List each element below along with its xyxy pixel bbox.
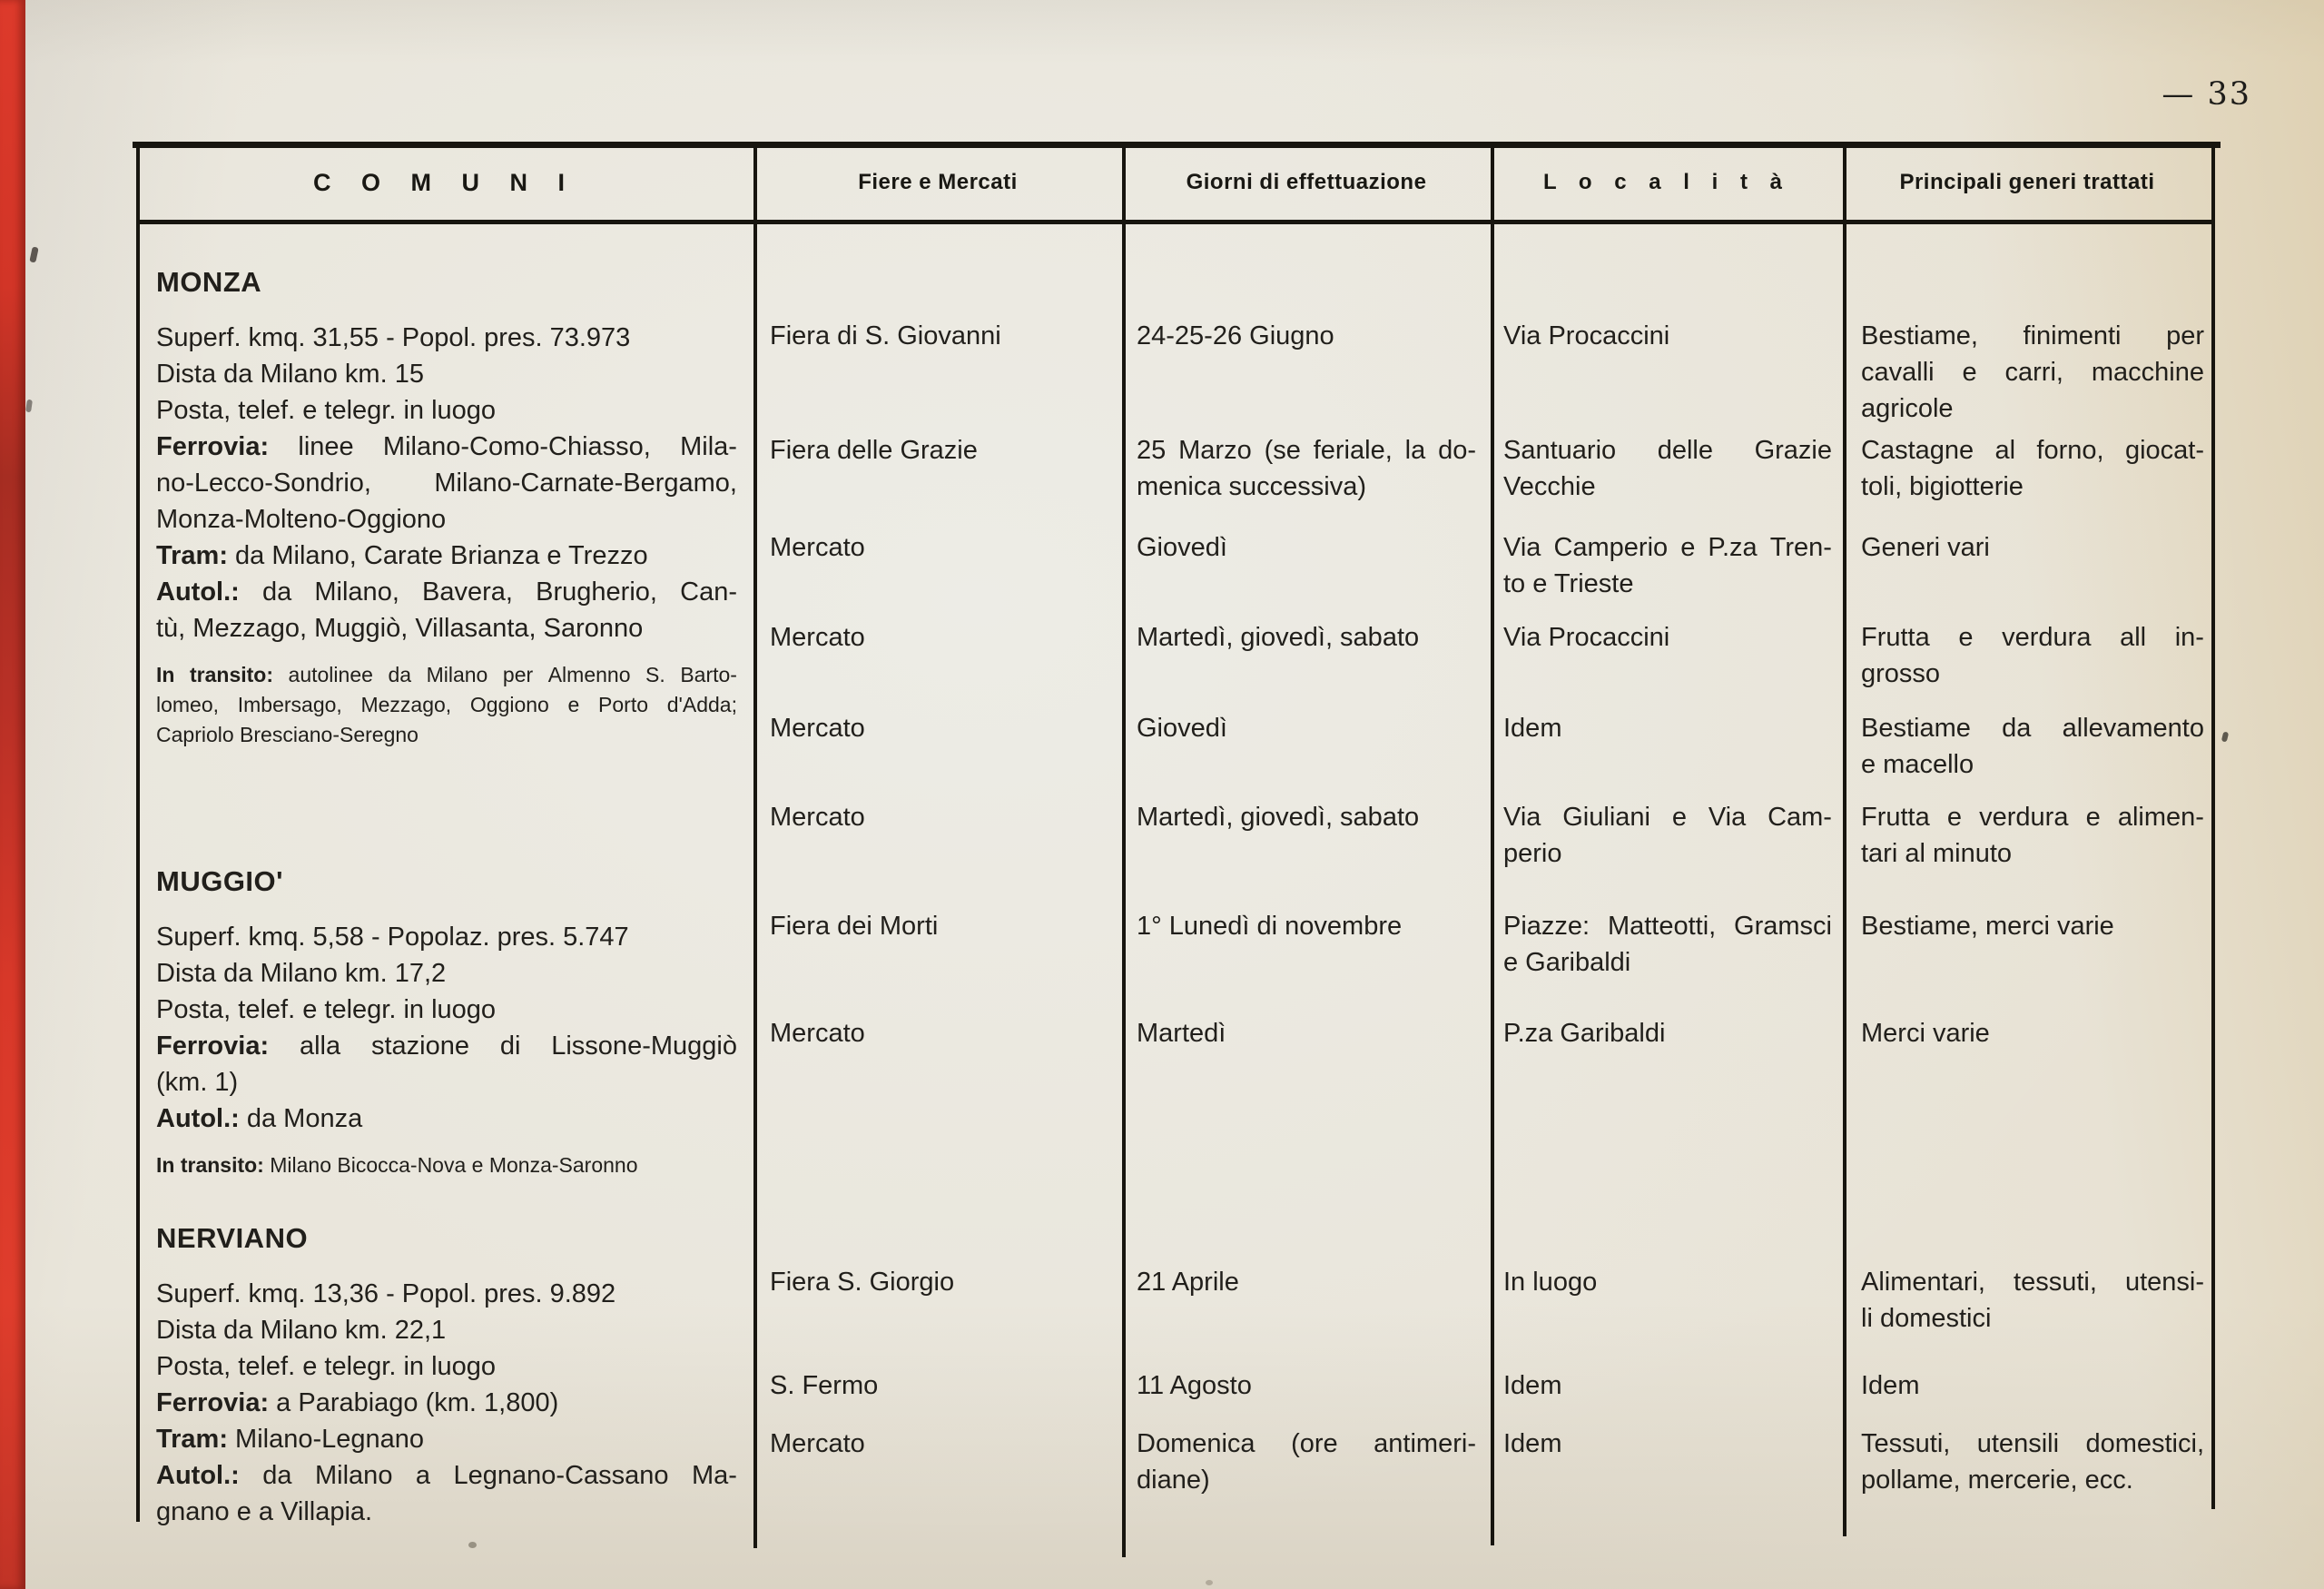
- scan-speck: [1206, 1580, 1213, 1585]
- comune-info-paragraph: Posta, telef. e telegr. in luogo: [156, 1352, 497, 1381]
- location-cell: Via Camperio e P.za Tren- to e Trieste: [1503, 533, 1832, 598]
- days-cell: Martedì, giovedì, sabato: [1137, 803, 1420, 832]
- scan-speck: [2221, 731, 2229, 742]
- column-separator: [753, 145, 757, 1548]
- goods-cell: Bestiame, merci varie: [1861, 912, 2114, 941]
- fair-name-cell: Fiera S. Giorgio: [770, 1268, 955, 1297]
- column-header-comuni: C O M U N I: [313, 168, 576, 196]
- fair-name-cell: Mercato: [770, 533, 865, 562]
- column-separator: [1122, 145, 1126, 1557]
- fair-name-cell: Mercato: [770, 803, 865, 832]
- fair-name-cell: Mercato: [770, 1019, 865, 1048]
- comune-info-paragraph: Posta, telef. e telegr. in luogo: [156, 995, 497, 1024]
- comune-info: [156, 263, 737, 750]
- table-border-right: [2211, 145, 2215, 1509]
- comune-name: MONZA: [156, 266, 262, 298]
- location-cell: Piazze: Matteotti, Gramsci e Garibaldi: [1503, 912, 1832, 977]
- column-header-fiere: Fiere e Mercati: [858, 170, 1018, 194]
- days-cell: Martedì, giovedì, sabato: [1137, 623, 1420, 652]
- table-border-top: [133, 142, 2221, 148]
- goods-cell: Alimentari, tessuti, utensi- li domestici: [1861, 1268, 2204, 1333]
- location-cell: Via Procaccini: [1503, 321, 1670, 350]
- comune-info-paragraph: Dista da Milano km. 17,2: [156, 959, 447, 988]
- comune-transit-note: In transito: autolinee da Milano per Almenno S. Barto- lomeo, Imbersago, Mezzago, Oggiono e Porto d'Adda; Capriolo Bresciano-Seregno: [156, 663, 737, 746]
- days-cell: 21 Aprile: [1137, 1268, 1239, 1297]
- comune-transit-note: In transito: Milano Bicocca-Nova e Monza-Saronno: [156, 1153, 638, 1177]
- column-separator: [1491, 145, 1494, 1545]
- days-cell: Martedì: [1137, 1019, 1226, 1048]
- days-cell: Giovedì: [1137, 714, 1227, 743]
- fair-name-cell: Fiera di S. Giovanni: [770, 321, 1001, 350]
- goods-cell: Frutta e verdura e alimen- tari al minuto: [1861, 803, 2204, 868]
- fair-name-cell: S. Fermo: [770, 1371, 879, 1400]
- comune-info-paragraph: Ferrovia: alla stazione di Lissone-Muggiò (km. 1): [156, 1031, 737, 1097]
- fair-name-cell: Mercato: [770, 623, 865, 652]
- location-cell: P.za Garibaldi: [1503, 1019, 1666, 1048]
- days-cell: Domenica (ore antimeri- diane): [1137, 1429, 1476, 1495]
- comune-info-paragraph: Superf. kmq. 31,55 - Popol. pres. 73.973: [156, 323, 631, 352]
- scan-speck: [468, 1542, 477, 1548]
- comune-info-paragraph: Autol.: da Milano, Bavera, Brugherio, Can- tù, Mezzago, Muggiò, Villasanta, Saronno: [156, 577, 737, 643]
- comune-info-paragraph: Dista da Milano km. 22,1: [156, 1316, 447, 1345]
- location-cell: Idem: [1503, 1429, 1562, 1458]
- comune-info-paragraph: Ferrovia: a Parabiago (km. 1,800): [156, 1388, 559, 1417]
- fair-name-cell: Mercato: [770, 714, 865, 743]
- comune-info: [156, 1219, 737, 1530]
- days-cell: 24-25-26 Giugno: [1137, 321, 1334, 350]
- goods-cell: Bestiame, finimenti per cavalli e carri, macchine agricole: [1861, 321, 2204, 423]
- days-cell: Giovedì: [1137, 533, 1227, 562]
- comune-info-paragraph: Tram: Milano-Legnano: [156, 1425, 425, 1454]
- comune-info-paragraph: Dista da Milano km. 15: [156, 360, 424, 389]
- comune-info-paragraph: Ferrovia: linee Milano-Como-Chiasso, Mila- no-Lecco-Sondrio, Milano-Carnate-Bergamo, Monza-Molteno-Oggiono: [156, 432, 737, 534]
- comune-info: [156, 863, 737, 1180]
- table-header-separator: [136, 220, 2213, 224]
- goods-cell: Generi vari: [1861, 533, 1990, 562]
- margin-mark: [25, 400, 33, 413]
- location-cell: Via Giuliani e Via Cam- perio: [1503, 803, 1832, 868]
- comune-info-paragraph: Autol.: da Milano a Legnano-Cassano Ma- gnano e a Villapia.: [156, 1461, 737, 1526]
- column-separator: [1843, 145, 1846, 1536]
- location-cell: Via Procaccini: [1503, 623, 1670, 652]
- days-cell: 1° Lunedì di novembre: [1137, 912, 1403, 941]
- goods-cell: Bestiame da allevamento e macello: [1861, 714, 2204, 779]
- comune-name: MUGGIO': [156, 865, 284, 897]
- comune-info-paragraph: Superf. kmq. 13,36 - Popol. pres. 9.892: [156, 1279, 616, 1308]
- location-cell: In luogo: [1503, 1268, 1598, 1297]
- goods-cell: Frutta e verdura all in- grosso: [1861, 623, 2204, 688]
- goods-cell: Idem: [1861, 1371, 1920, 1400]
- comune-info-paragraph: Autol.: da Monza: [156, 1104, 363, 1133]
- comune-info-paragraph: Tram: da Milano, Carate Brianza e Trezzo: [156, 541, 648, 570]
- comune-name: NERVIANO: [156, 1222, 309, 1254]
- book-edge-strip: [0, 0, 25, 1589]
- fair-name-cell: Mercato: [770, 1429, 865, 1458]
- comune-info-paragraph: Superf. kmq. 5,58 - Popolaz. pres. 5.747: [156, 923, 629, 952]
- margin-mark: [29, 246, 38, 262]
- comune-info-paragraph: Posta, telef. e telegr. in luogo: [156, 396, 497, 425]
- goods-cell: Castagne al forno, giocat- toli, bigiotterie: [1861, 436, 2204, 501]
- days-cell: 11 Agosto: [1137, 1371, 1252, 1400]
- location-cell: Idem: [1503, 714, 1562, 743]
- column-header-giorni: Giorni di effettuazione: [1186, 170, 1427, 194]
- column-header-localita: L o c a l i t à: [1543, 170, 1790, 194]
- days-cell: 25 Marzo (se feriale, la do- menica successiva): [1137, 436, 1476, 501]
- column-header-generi: Principali generi trattati: [1899, 170, 2155, 194]
- page-number: — 33: [2162, 76, 2251, 113]
- fair-name-cell: Fiera dei Morti: [770, 912, 939, 941]
- goods-cell: Tessuti, utensili domestici, pollame, mercerie, ecc.: [1861, 1429, 2204, 1495]
- goods-cell: Merci varie: [1861, 1019, 1990, 1048]
- location-cell: Santuario delle Grazie Vecchie: [1503, 436, 1832, 501]
- fair-name-cell: Fiera delle Grazie: [770, 436, 978, 465]
- location-cell: Idem: [1503, 1371, 1562, 1400]
- table-border-left: [136, 145, 140, 1522]
